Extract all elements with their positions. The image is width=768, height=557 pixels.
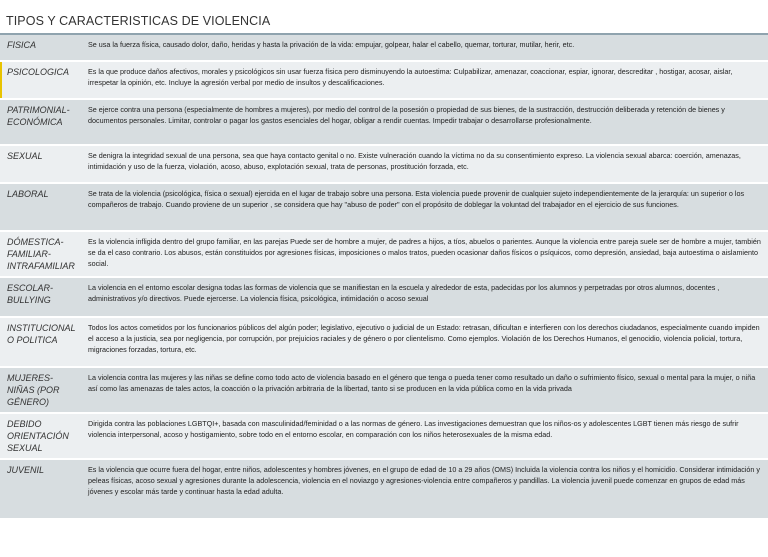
category-cell: DEBIDO ORIENTACIÓN SEXUAL [0, 413, 82, 459]
table-row [0, 367, 768, 413]
violence-types-table [0, 35, 768, 520]
description-cell: Se usa la fuerza física, causado dolor, daño, heridas y hasta la privación de la vida: empujar, golpear, halar el cabello, quemar, torturar, mutilar, herir, etc. [82, 35, 768, 61]
page-title: TIPOS Y CARACTERISTICAS DE VIOLENCIA [6, 14, 271, 28]
table-row [0, 459, 768, 519]
table-row [0, 35, 768, 61]
table-row [0, 61, 768, 99]
description-cell: Se denigra la integridad sexual de una persona, sea que haya contacto genital o no. Existe vulneración cuando la víctima no da su consentimiento expreso. La violencia sexual abarca: coerción, amenazas, intimidación y uso de la fuerza, violación, acoso, abuso, explotación sexual, trata de personas, prostitución forzada, etc. [82, 145, 768, 183]
table-row [0, 277, 768, 317]
category-cell: ESCOLAR-BULLYING [0, 277, 82, 317]
table-row [0, 99, 768, 145]
description-cell: Dirigida contra las poblaciones LGBTQI+, basada con masculinidad/feminidad o a las normas de género. Las investigaciones demuestran que los niños-os y adolescentes LGBT tienen más riesgo de sufrir violencia interpersonal, acoso y hostigamiento, sobre todo en el entorno escolar, en comparación con los niños heterosexuales de la misma edad. [82, 413, 768, 459]
description-cell: Es la violencia que ocurre fuera del hogar, entre niños, adolescentes y hombres jóvenes, en el grupo de edad de 10 a 29 años (OMS) Incluida la violencia contra los niños y el homicidio. Considerar intimidación y peleas físicas, acoso sexual y agresiones durante la adolescencia, violencia en el noviazgo y agresiones-violencia entre compañeros y pandillas. La violencia juvenil puede comenzar en grupos de edad más jóvenes y escolar más tarde y continuar hasta la edad adulta. [82, 459, 768, 519]
category-cell: JUVENIL [0, 459, 82, 519]
category-cell: PATRIMONIAL-ECONÓMICA [0, 99, 82, 145]
table-row [0, 183, 768, 231]
title-bar [0, 0, 768, 34]
description-cell: Es la violencia infligida dentro del grupo familiar, en las parejas Puede ser de hombre a mujer, de padres a hijos, a tíos, abuelos o parientes. Aunque la violencia entre pareja suele ser de hombre a mujer, también se da el caso contrario. Los abusos, están constituidos por agresiones físicas, imposiciones o malos tratos, pueden ocasionar daños físicos o psíquicos, como depresión, ansiedad, baja autoestima o aislamiento social. [82, 231, 768, 277]
description-cell: La violencia en el entorno escolar designa todas las formas de violencia que se manifiestan en la escuela y alrededor de esta, padecidas por los alumnos y perpetradas por otros alumnos, docentes , administrativos y/o directivos. Puede ejercerse. La violencia física, psicológica, intimidación o acoso sexual [82, 277, 768, 317]
category-cell: DÓMESTICA-FAMILIAR-INTRAFAMILIAR [0, 231, 82, 277]
category-cell: PSICOLOGICA [0, 61, 82, 99]
table-row [0, 145, 768, 183]
description-cell: La violencia contra las mujeres y las niñas se define como todo acto de violencia basado en el género que tenga o pueda tener como resultado un daño o sufrimiento físico, sexual o mental para la mujer, o niña así como las amenazas de tales actos, la coacción o la privación arbitraria de la libertad, tanto si se producen en la vida pública como en la vida privada [82, 367, 768, 413]
description-cell: Todos los actos cometidos por los funcionarios públicos del algún poder; legislativo, ejecutivo o judicial de un Estado: retrasan, dificultan e interfieren con los derechos ciudadanos, especialmente cuando impiden el acceso a la justicia, sea por negligencia, por corrupción, por prejuicios raciales y de género o por clientelismo. Como ejemplos. Violación de los Derechos Humanos, el genocidio, violencia policial, tortura, migraciones forzadas, tortura, etc. [82, 317, 768, 367]
category-cell: INSTITUCIONAL O POLITICA [0, 317, 82, 367]
category-cell: FISICA [0, 35, 82, 61]
description-cell: Es la que produce daños afectivos, morales y psicológicos sin usar fuerza física pero disminuyendo la autoestima: Culpabilizar, amenazar, coaccionar, espiar, ignorar, descreditar , hostigar, acosar, aislar, irrespetar la opinión, etc. Incluye la agresión verbal por medio de insultos y descalificaciones. [82, 61, 768, 99]
category-cell: LABORAL [0, 183, 82, 231]
table-row [0, 231, 768, 277]
category-cell: SEXUAL [0, 145, 82, 183]
table-row [0, 413, 768, 459]
category-cell: MUJERES-NIÑAS (POR GÉNERO) [0, 367, 82, 413]
table-row [0, 317, 768, 367]
description-cell: Se ejerce contra una persona (especialmente de hombres a mujeres), por medio del control de la posesión o propiedad de sus bienes, de la sustracción, destrucción deliberada y retención de bienes y documentos personales. Limitar, controlar o pagar los gastos esenciales del hogar, obligar a rendir cuentas. Impedir trabajar o desarrollarse profesionalmente. [82, 99, 768, 145]
description-cell: Se trata de la violencia (psicológica, física o sexual) ejercida en el lugar de trabajo sobre una persona. Esta violencia puede provenir de cualquier sujeto independientemente de la jerarquía: un superior o los compañeros de trabajo. Cuando proviene de un superior , se considera que hay "abuso de poder" con el propósito de doblegar la voluntad del trabajador en el ejercicio de sus funciones. [82, 183, 768, 231]
